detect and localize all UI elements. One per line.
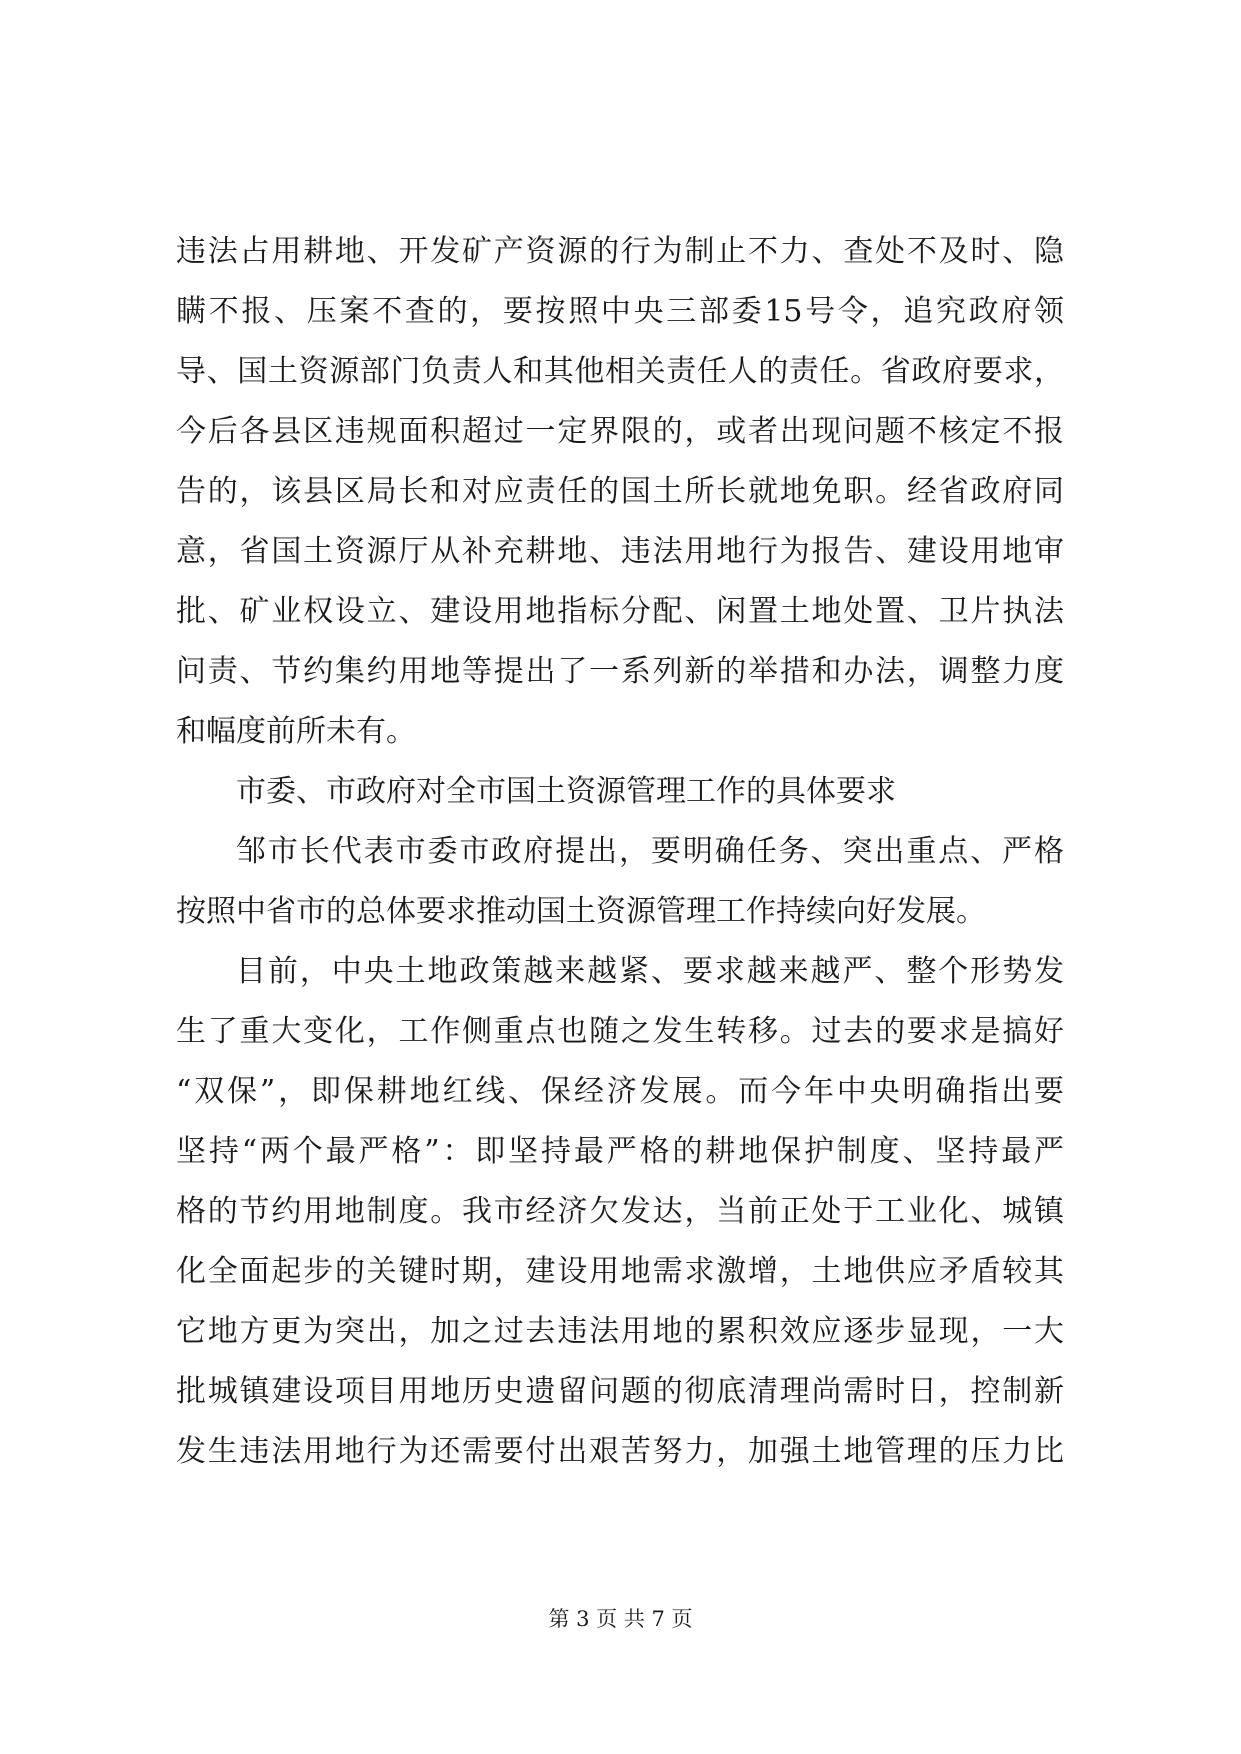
text-line: 导、国土资源部门负责人和其他相关责任人的责任。省政府要求， [176, 354, 1064, 389]
text-line: 它地方更为突出，加之过去违法用地的累积效应逐步显现，一大 [176, 1314, 1064, 1349]
document-body [176, 222, 1064, 1482]
text-line: 坚持“两个最严格”：即坚持最严格的耕地保护制度、坚持最严 [176, 1134, 1064, 1169]
text-line: 按照中省市的总体要求推动国土资源管理工作持续向好发展。 [176, 894, 986, 929]
text-line: 违法占用耕地、开发矿产资源的行为制止不力、查处不及时、隐 [176, 234, 1064, 269]
text-line: 格的节约用地制度。我市经济欠发达，当前正处于工业化、城镇 [176, 1194, 1064, 1229]
text-line: 今后各县区违规面积超过一定界限的，或者出现问题不核定不报 [176, 414, 1064, 449]
text-line: 问责、节约集约用地等提出了一系列新的举措和办法，调整力度 [176, 654, 1064, 689]
page-number-footer: 第 3 页 共 7 页 [548, 1607, 693, 1631]
text-line: “双保”，即保耕地红线、保经济发展。而今年中央明确指出要 [176, 1074, 1064, 1109]
text-line: 意，省国土资源厅从补充耕地、违法用地行为报告、建设用地审 [176, 534, 1064, 569]
text-line: 瞒不报、压案不查的，要按照中央三部委15号令，追究政府领 [176, 294, 1064, 329]
text-line: 告的，该县区局长和对应责任的国土所长就地免职。经省政府同 [176, 474, 1064, 509]
text-line: 目前，中央土地政策越来越紧、要求越来越严、整个形势发 [236, 954, 1064, 989]
text-line: 批城镇建设项目用地历史遗留问题的彻底清理尚需时日，控制新 [176, 1374, 1064, 1409]
text-line: 邹市长代表市委市政府提出，要明确任务、突出重点、严格 [236, 834, 1064, 869]
text-line: 生了重大变化，工作侧重点也随之发生转移。过去的要求是搞好 [176, 1014, 1064, 1049]
text-line: 和幅度前所未有。 [176, 714, 416, 749]
text-line: 化全面起步的关键时期，建设用地需求激增，土地供应矛盾较其 [176, 1254, 1064, 1289]
text-line: 批、矿业权设立、建设用地指标分配、闲置土地处置、卫片执法 [176, 594, 1064, 629]
text-line: 发生违法用地行为还需要付出艰苦努力，加强土地管理的压力比 [176, 1434, 1064, 1469]
section-heading: 市委、市政府对全市国土资源管理工作的具体要求 [236, 774, 896, 809]
